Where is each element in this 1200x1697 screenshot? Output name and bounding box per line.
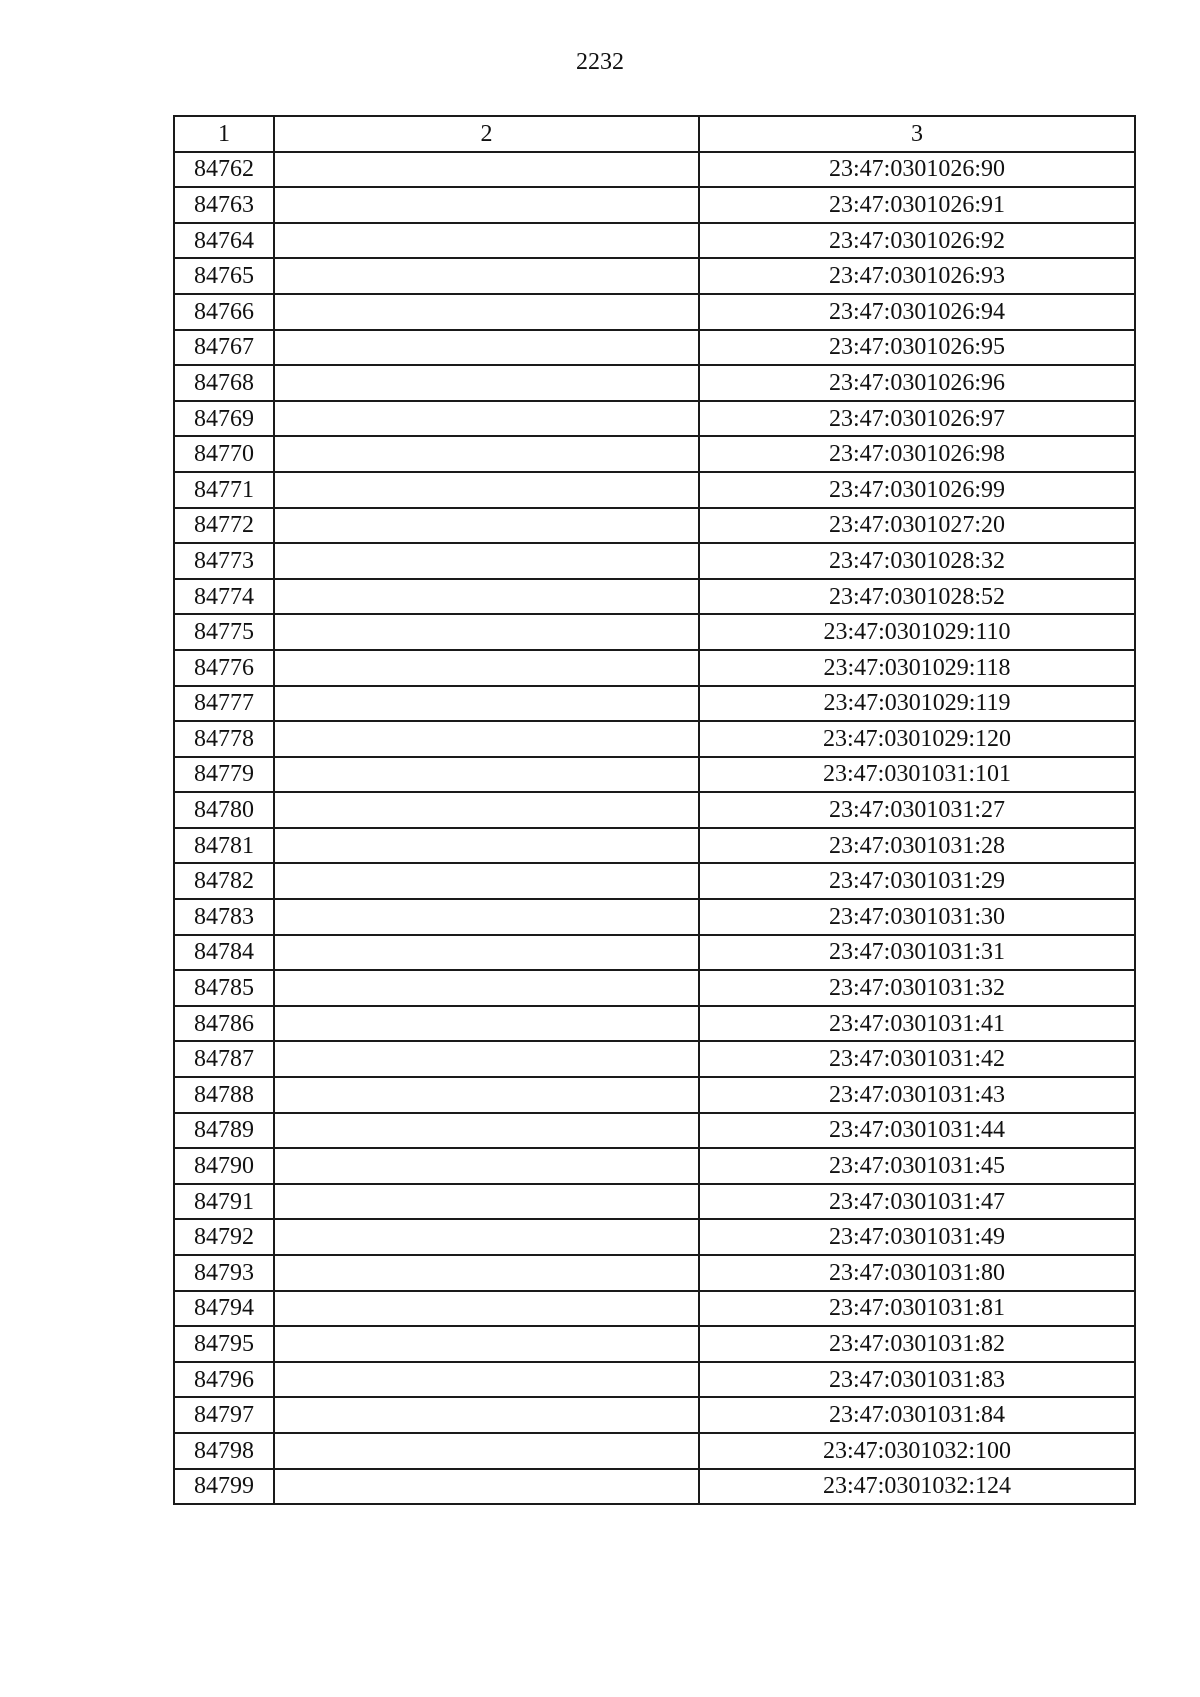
cadastral-number-cell: 23:47:0301031:32 (699, 970, 1135, 1006)
row-number-cell: 84775 (174, 614, 274, 650)
cadastral-number-cell: 23:47:0301026:92 (699, 223, 1135, 259)
table-row (174, 1041, 1135, 1077)
cadastral-number-cell: 23:47:0301027:20 (699, 508, 1135, 544)
row-number-cell: 84768 (174, 365, 274, 401)
row-number-cell: 84766 (174, 294, 274, 330)
row-number-cell: 84770 (174, 436, 274, 472)
cadastral-number-cell: 23:47:0301026:90 (699, 152, 1135, 188)
cadastral-number-cell: 23:47:0301028:52 (699, 579, 1135, 615)
description-cell (274, 1255, 699, 1291)
cadastral-number-cell: 23:47:0301031:82 (699, 1326, 1135, 1362)
cadastral-number-cell: 23:47:0301031:31 (699, 935, 1135, 971)
table-row (174, 1255, 1135, 1291)
description-cell (274, 935, 699, 971)
row-number-cell: 84763 (174, 187, 274, 223)
row-number-cell: 84772 (174, 508, 274, 544)
cadastral-number-cell: 23:47:0301031:80 (699, 1255, 1135, 1291)
cadastral-number-cell: 23:47:0301026:91 (699, 187, 1135, 223)
cadastral-number-cell: 23:47:0301026:97 (699, 401, 1135, 437)
cadastral-number-cell: 23:47:0301031:29 (699, 863, 1135, 899)
cadastral-number-cell: 23:47:0301031:84 (699, 1397, 1135, 1433)
row-number-cell: 84762 (174, 152, 274, 188)
row-number-cell: 84774 (174, 579, 274, 615)
row-number-cell: 84787 (174, 1041, 274, 1077)
description-cell (274, 1006, 699, 1042)
cadastral-number-cell: 23:47:0301032:100 (699, 1433, 1135, 1469)
description-cell (274, 614, 699, 650)
table-row (174, 543, 1135, 579)
table-row (174, 1397, 1135, 1433)
table-row (174, 330, 1135, 366)
row-number-cell: 84794 (174, 1291, 274, 1327)
table-row (174, 935, 1135, 971)
cadastral-number-cell: 23:47:0301032:124 (699, 1469, 1135, 1505)
description-cell (274, 1113, 699, 1149)
row-number-cell: 84797 (174, 1397, 274, 1433)
table-row (174, 472, 1135, 508)
table-row (174, 1148, 1135, 1184)
cadastral-number-cell: 23:47:0301026:99 (699, 472, 1135, 508)
description-cell (274, 543, 699, 579)
row-number-cell: 84778 (174, 721, 274, 757)
cadastral-number-cell: 23:47:0301031:81 (699, 1291, 1135, 1327)
description-cell (274, 258, 699, 294)
cadastral-number-cell: 23:47:0301029:120 (699, 721, 1135, 757)
table-row (174, 1077, 1135, 1113)
table-row (174, 1113, 1135, 1149)
description-cell (274, 1077, 699, 1113)
row-number-cell: 84795 (174, 1326, 274, 1362)
description-cell (274, 792, 699, 828)
cadastral-number-cell: 23:47:0301031:101 (699, 757, 1135, 793)
row-number-cell: 84781 (174, 828, 274, 864)
registry-table (173, 115, 1136, 1505)
table-row (174, 294, 1135, 330)
row-number-cell: 84783 (174, 899, 274, 935)
cadastral-number-cell: 23:47:0301026:94 (699, 294, 1135, 330)
description-cell (274, 223, 699, 259)
description-cell (274, 970, 699, 1006)
row-number-cell: 84780 (174, 792, 274, 828)
row-number-cell: 84776 (174, 650, 274, 686)
cadastral-number-cell: 23:47:0301026:95 (699, 330, 1135, 366)
cadastral-number-cell: 23:47:0301031:28 (699, 828, 1135, 864)
table-row (174, 970, 1135, 1006)
table-row (174, 686, 1135, 722)
description-cell (274, 472, 699, 508)
cadastral-number-cell: 23:47:0301031:47 (699, 1184, 1135, 1220)
page-number: 2232 (576, 49, 624, 75)
table-row (174, 721, 1135, 757)
description-cell (274, 1041, 699, 1077)
cadastral-number-cell: 23:47:0301031:43 (699, 1077, 1135, 1113)
description-cell (274, 1433, 699, 1469)
table-row (174, 365, 1135, 401)
table-row (174, 792, 1135, 828)
cadastral-number-cell: 23:47:0301031:45 (699, 1148, 1135, 1184)
table-row (174, 258, 1135, 294)
description-cell (274, 828, 699, 864)
table-row (174, 899, 1135, 935)
cadastral-number-cell: 23:47:0301026:93 (699, 258, 1135, 294)
table-row (174, 223, 1135, 259)
description-cell (274, 1219, 699, 1255)
cadastral-number-cell: 23:47:0301031:83 (699, 1362, 1135, 1398)
table-row (174, 1469, 1135, 1505)
cadastral-number-cell: 23:47:0301031:44 (699, 1113, 1135, 1149)
description-cell (274, 899, 699, 935)
cadastral-number-cell: 23:47:0301031:49 (699, 1219, 1135, 1255)
row-number-cell: 84782 (174, 863, 274, 899)
column-header-1: 1 (174, 116, 274, 152)
description-cell (274, 330, 699, 366)
row-number-cell: 84777 (174, 686, 274, 722)
description-cell (274, 187, 699, 223)
table-row (174, 187, 1135, 223)
table-row (174, 152, 1135, 188)
cadastral-number-cell: 23:47:0301029:119 (699, 686, 1135, 722)
cadastral-number-cell: 23:47:0301029:118 (699, 650, 1135, 686)
table-row (174, 401, 1135, 437)
cadastral-number-cell: 23:47:0301028:32 (699, 543, 1135, 579)
cadastral-number-cell: 23:47:0301031:27 (699, 792, 1135, 828)
row-number-cell: 84789 (174, 1113, 274, 1149)
column-header-3: 3 (699, 116, 1135, 152)
description-cell (274, 721, 699, 757)
table-row (174, 1006, 1135, 1042)
row-number-cell: 84765 (174, 258, 274, 294)
row-number-cell: 84785 (174, 970, 274, 1006)
row-number-cell: 84771 (174, 472, 274, 508)
row-number-cell: 84788 (174, 1077, 274, 1113)
description-cell (274, 508, 699, 544)
row-number-cell: 84790 (174, 1148, 274, 1184)
cadastral-number-cell: 23:47:0301031:41 (699, 1006, 1135, 1042)
description-cell (274, 1326, 699, 1362)
row-number-cell: 84773 (174, 543, 274, 579)
column-header-2: 2 (274, 116, 699, 152)
row-number-cell: 84779 (174, 757, 274, 793)
table-row (174, 1362, 1135, 1398)
table-row (174, 1433, 1135, 1469)
row-number-cell: 84784 (174, 935, 274, 971)
description-cell (274, 1362, 699, 1398)
cadastral-number-cell: 23:47:0301031:30 (699, 899, 1135, 935)
row-number-cell: 84793 (174, 1255, 274, 1291)
table-row (174, 614, 1135, 650)
row-number-cell: 84786 (174, 1006, 274, 1042)
table-row (174, 436, 1135, 472)
description-cell (274, 863, 699, 899)
row-number-cell: 84796 (174, 1362, 274, 1398)
table-row (174, 1184, 1135, 1220)
description-cell (274, 650, 699, 686)
table-row (174, 650, 1135, 686)
description-cell (274, 757, 699, 793)
table-body (174, 152, 1135, 1505)
cadastral-number-cell: 23:47:0301026:96 (699, 365, 1135, 401)
table-row (174, 863, 1135, 899)
description-cell (274, 1397, 699, 1433)
description-cell (274, 686, 699, 722)
table-row (174, 1326, 1135, 1362)
cadastral-number-cell: 23:47:0301029:110 (699, 614, 1135, 650)
description-cell (274, 294, 699, 330)
table-row (174, 1219, 1135, 1255)
row-number-cell: 84799 (174, 1469, 274, 1505)
row-number-cell: 84791 (174, 1184, 274, 1220)
row-number-cell: 84769 (174, 401, 274, 437)
description-cell (274, 1184, 699, 1220)
table-row (174, 579, 1135, 615)
table-row (174, 828, 1135, 864)
description-cell (274, 1469, 699, 1505)
description-cell (274, 365, 699, 401)
row-number-cell: 84764 (174, 223, 274, 259)
cadastral-number-cell: 23:47:0301026:98 (699, 436, 1135, 472)
description-cell (274, 1148, 699, 1184)
description-cell (274, 436, 699, 472)
description-cell (274, 401, 699, 437)
description-cell (274, 579, 699, 615)
description-cell (274, 152, 699, 188)
table-header-row (174, 116, 1135, 152)
table-row (174, 1291, 1135, 1327)
row-number-cell: 84792 (174, 1219, 274, 1255)
description-cell (274, 1291, 699, 1327)
row-number-cell: 84767 (174, 330, 274, 366)
table-row (174, 508, 1135, 544)
table-row (174, 757, 1135, 793)
cadastral-number-cell: 23:47:0301031:42 (699, 1041, 1135, 1077)
row-number-cell: 84798 (174, 1433, 274, 1469)
